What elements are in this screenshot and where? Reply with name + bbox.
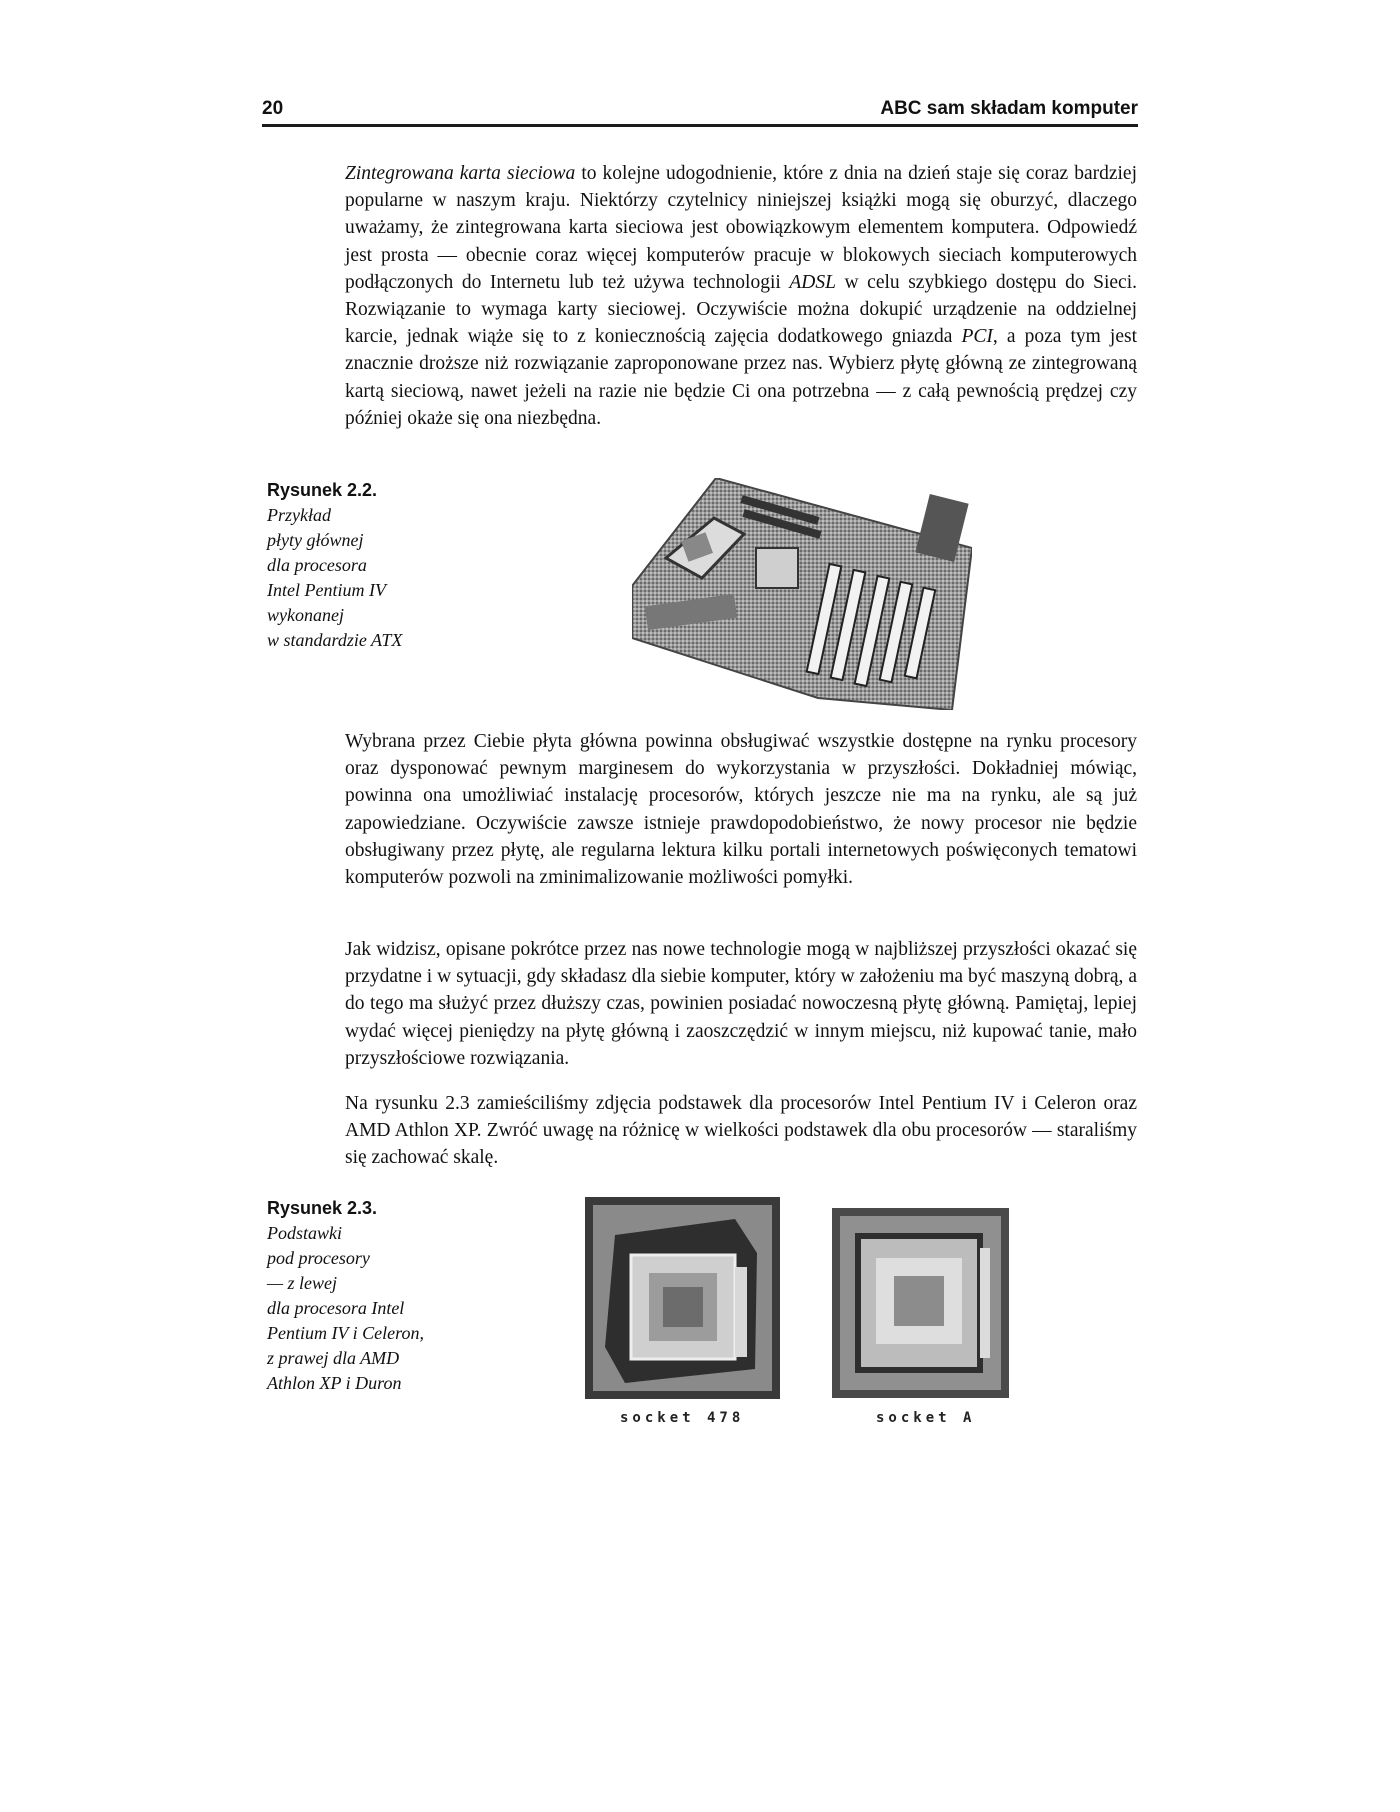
running-head: ABC sam składam komputer (880, 98, 1138, 119)
caption-line: z prawej dla AMD (267, 1348, 400, 1368)
caption-line: w standardzie ATX (267, 630, 403, 650)
socket-a-photo (832, 1208, 1009, 1398)
socket-478-label: socket 478 (620, 1410, 745, 1426)
caption-line: — z lewej (267, 1273, 337, 1293)
paragraph-cpu-support: Wybrana przez Ciebie płyta główna powinna obsługiwać wszystkie dostępne na rynku procesory oraz dysponować pewnym marginesem do wykorzystania w przyszłości. Dokładniej mówiąc, powinna ona umożliwiać instalację procesorów, których jeszcze nie ma na rynku, ale są już zapowiedziane. Oczywiście zawsze istnieje prawdopodobieństwo, że nowy procesor nie będzie obsługiwany przez płytę, ale regularna lektura kilku portali internetowych poświęconych tematowi komputerów pozwoli na zminimalizowanie możliwości pomyłki. (345, 731, 1137, 889)
caption-line: płyty głównej (267, 530, 364, 550)
caption-line: dla procesora (267, 555, 367, 575)
figure-2-3-caption (267, 1195, 467, 1396)
figure-2-3-title: Rysunek 2.3. (267, 1198, 378, 1218)
figure-2-2-text (267, 503, 467, 653)
caption-line: Pentium IV i Celeron, (267, 1323, 424, 1343)
caption-line: Podstawki (267, 1223, 342, 1243)
caption-line: wykonanej (267, 605, 344, 625)
paragraph-socket-photos: Na rysunku 2.3 zamieściliśmy zdjęcia podstawek dla procesorów Intel Pentium IV i Celeron oraz AMD Athlon XP. Zwróć uwagę na różnicę w wielkości podstawek dla obu procesorów — staraliśmy się zachować skalę. (345, 1093, 1137, 1169)
header-rule (262, 124, 1138, 127)
figure-2-3-text (267, 1221, 467, 1396)
figure-2-2-title: Rysunek 2.2. (267, 480, 378, 500)
figure-2-2-caption (267, 477, 467, 653)
paragraph-text: to kolejne udogodnienie, które z dnia na dzień staje się coraz bardziej popularne w naszym kraju. Niektórzy czytelnicy niniejszej książki mogą się oburzyć, dlaczego uważamy, że zintegrowana karta sieciowa jest obowiązkowym elementem komputera. Odpowiedź jest prosta — obecnie coraz więcej komputerów pracuje w blokowych sieciach komputerowych podłączonych do Internetu lub też używa technologii (345, 163, 1137, 293)
socket-a-label: socket A (876, 1410, 976, 1426)
term-adsl: ADSL (789, 271, 836, 293)
motherboard-photo (632, 478, 972, 710)
term-pci: PCI (961, 326, 993, 348)
page-number: 20 (262, 98, 284, 119)
term-integrated-nic: Zintegrowana karta sieciowa (345, 163, 576, 184)
caption-line: Przykład (267, 505, 331, 525)
caption-line: pod procesory (267, 1248, 370, 1268)
paragraph-text: , a poza tym jest znacznie droższe niż rozwiązanie zaproponowane przez nas. Wybierz płytę główną ze zintegrowaną kartą sieciową, nawet jeżeli na razie nie będzie Ci ona potrzebna — z całą pewnością prędzej czy później okaże się ona niezbędna. (345, 326, 1137, 429)
caption-line: Athlon XP i Duron (267, 1373, 402, 1393)
paragraph-integrated-nic (345, 160, 1137, 432)
paragraph-new-technologies: Jak widzisz, opisane pokrótce przez nas nowe technologie mogą w najbliższej przyszłości okazać się przydatne i w sytuacji, gdy składasz dla siebie komputer, który w założeniu ma być maszyną dobrą, a do tego ma służyć przez dłuższy czas, powinien posiadać nowoczesną płytę główną. Pamiętaj, lepiej wydać więcej pieniędzy na płytę główną i zaoszczędzić w innym miejscu, niż kupować tanie, mało przyszłościowe rozwiązania. (345, 939, 1137, 1069)
socket-478-photo (585, 1197, 780, 1399)
caption-line: dla procesora Intel (267, 1298, 405, 1318)
paragraph-text: w celu szybkiego dostępu do Sieci. Rozwiązanie to wymaga karty sieciowej. Oczywiście można dokupić urządzenie na oddzielnej karcie, jednak wiąże się to z koniecznością zajęcia dodatkowego gniazda (345, 271, 1137, 348)
caption-line: Intel Pentium IV (267, 580, 386, 600)
